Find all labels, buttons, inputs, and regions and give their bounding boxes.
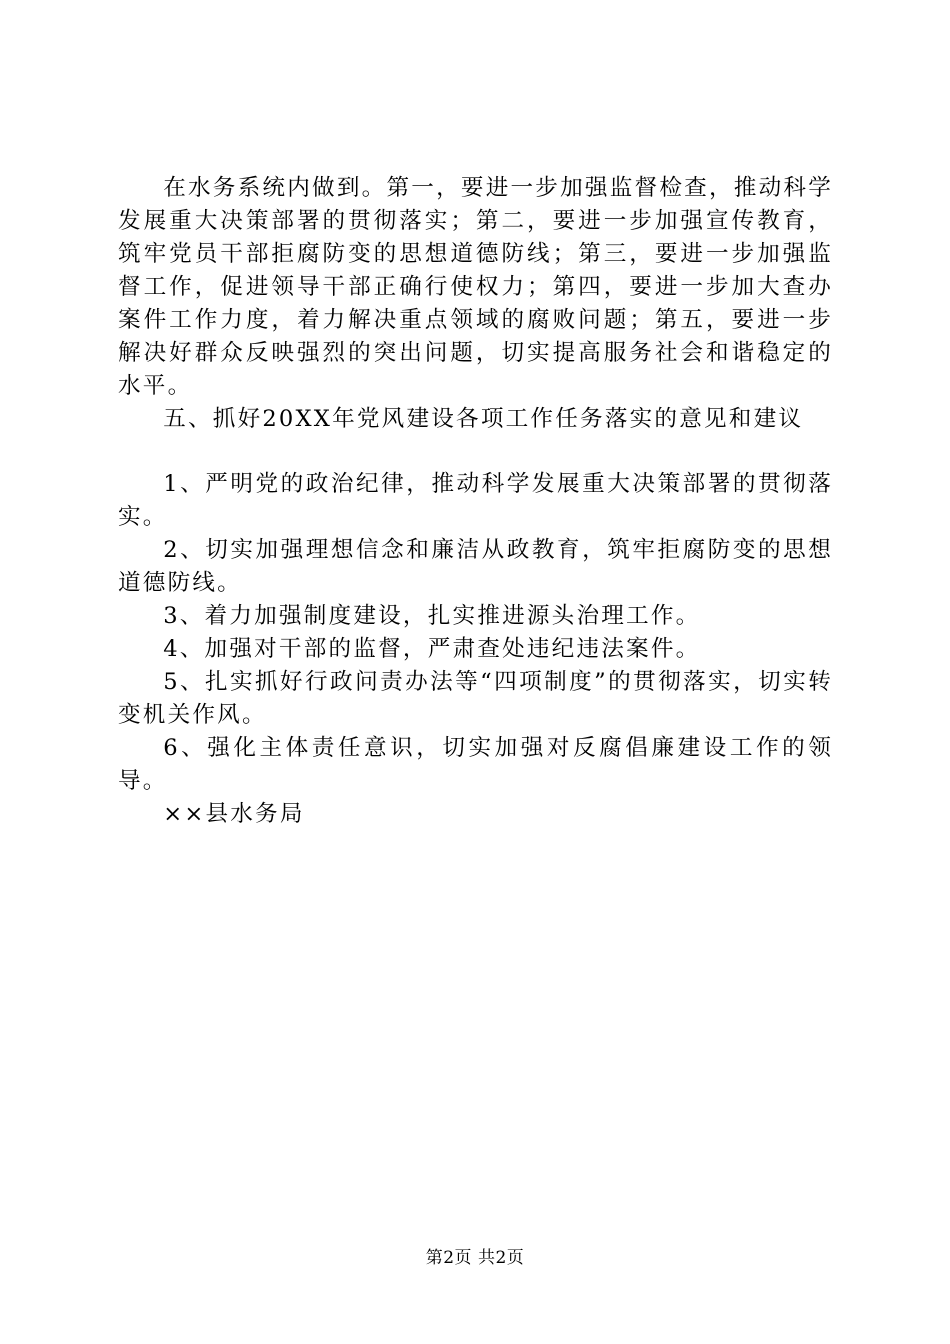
list-item-6: 6、强化主体责任意识，切实加强对反腐倡廉建设工作的领导。	[118, 735, 833, 794]
signature: ××县水务局	[163, 801, 305, 827]
list-item-3: 3、着力加强制度建设，扎实推进源头治理工作。	[163, 603, 701, 629]
page-number: 第2页	[425, 1248, 473, 1268]
page-footer	[0, 1243, 950, 1268]
body-paragraph: 在水务系统内做到。第一，要进一步加强监督检查，推动科学发展重大决策部署的贯彻落实；第二，要进一步加强宣传教育，筑牢党员干部拒腐防变的思想道德防线；第三，要进一步加强监督工作，促进领导干部正确行使权力；第四，要进一步加大查办案件工作力度，着力解决重点领域的腐败问题；第五，要进一步解决好群众反映强烈的突出问题，切实提高服务社会和谐稳定的水平。	[118, 175, 833, 399]
list-item-1: 1、严明党的政治纪律，推动科学发展重大决策部署的贯彻落实。	[118, 471, 833, 530]
list-item-5: 5、扎实抓好行政问责办法等“四项制度”的贯彻落实，切实转变机关作风。	[118, 669, 833, 728]
list-item-2: 2、切实加强理想信念和廉洁从政教育，筑牢拒腐防变的思想道德防线。	[118, 537, 833, 596]
section-heading: 五、抓好20XX年党风建设各项工作任务落实的意见和建议	[163, 406, 804, 432]
page-total: 共2页	[477, 1248, 525, 1268]
document-body	[118, 172, 833, 831]
list-item-4: 4、加强对干部的监督，严肃查处违纪违法案件。	[163, 636, 701, 662]
